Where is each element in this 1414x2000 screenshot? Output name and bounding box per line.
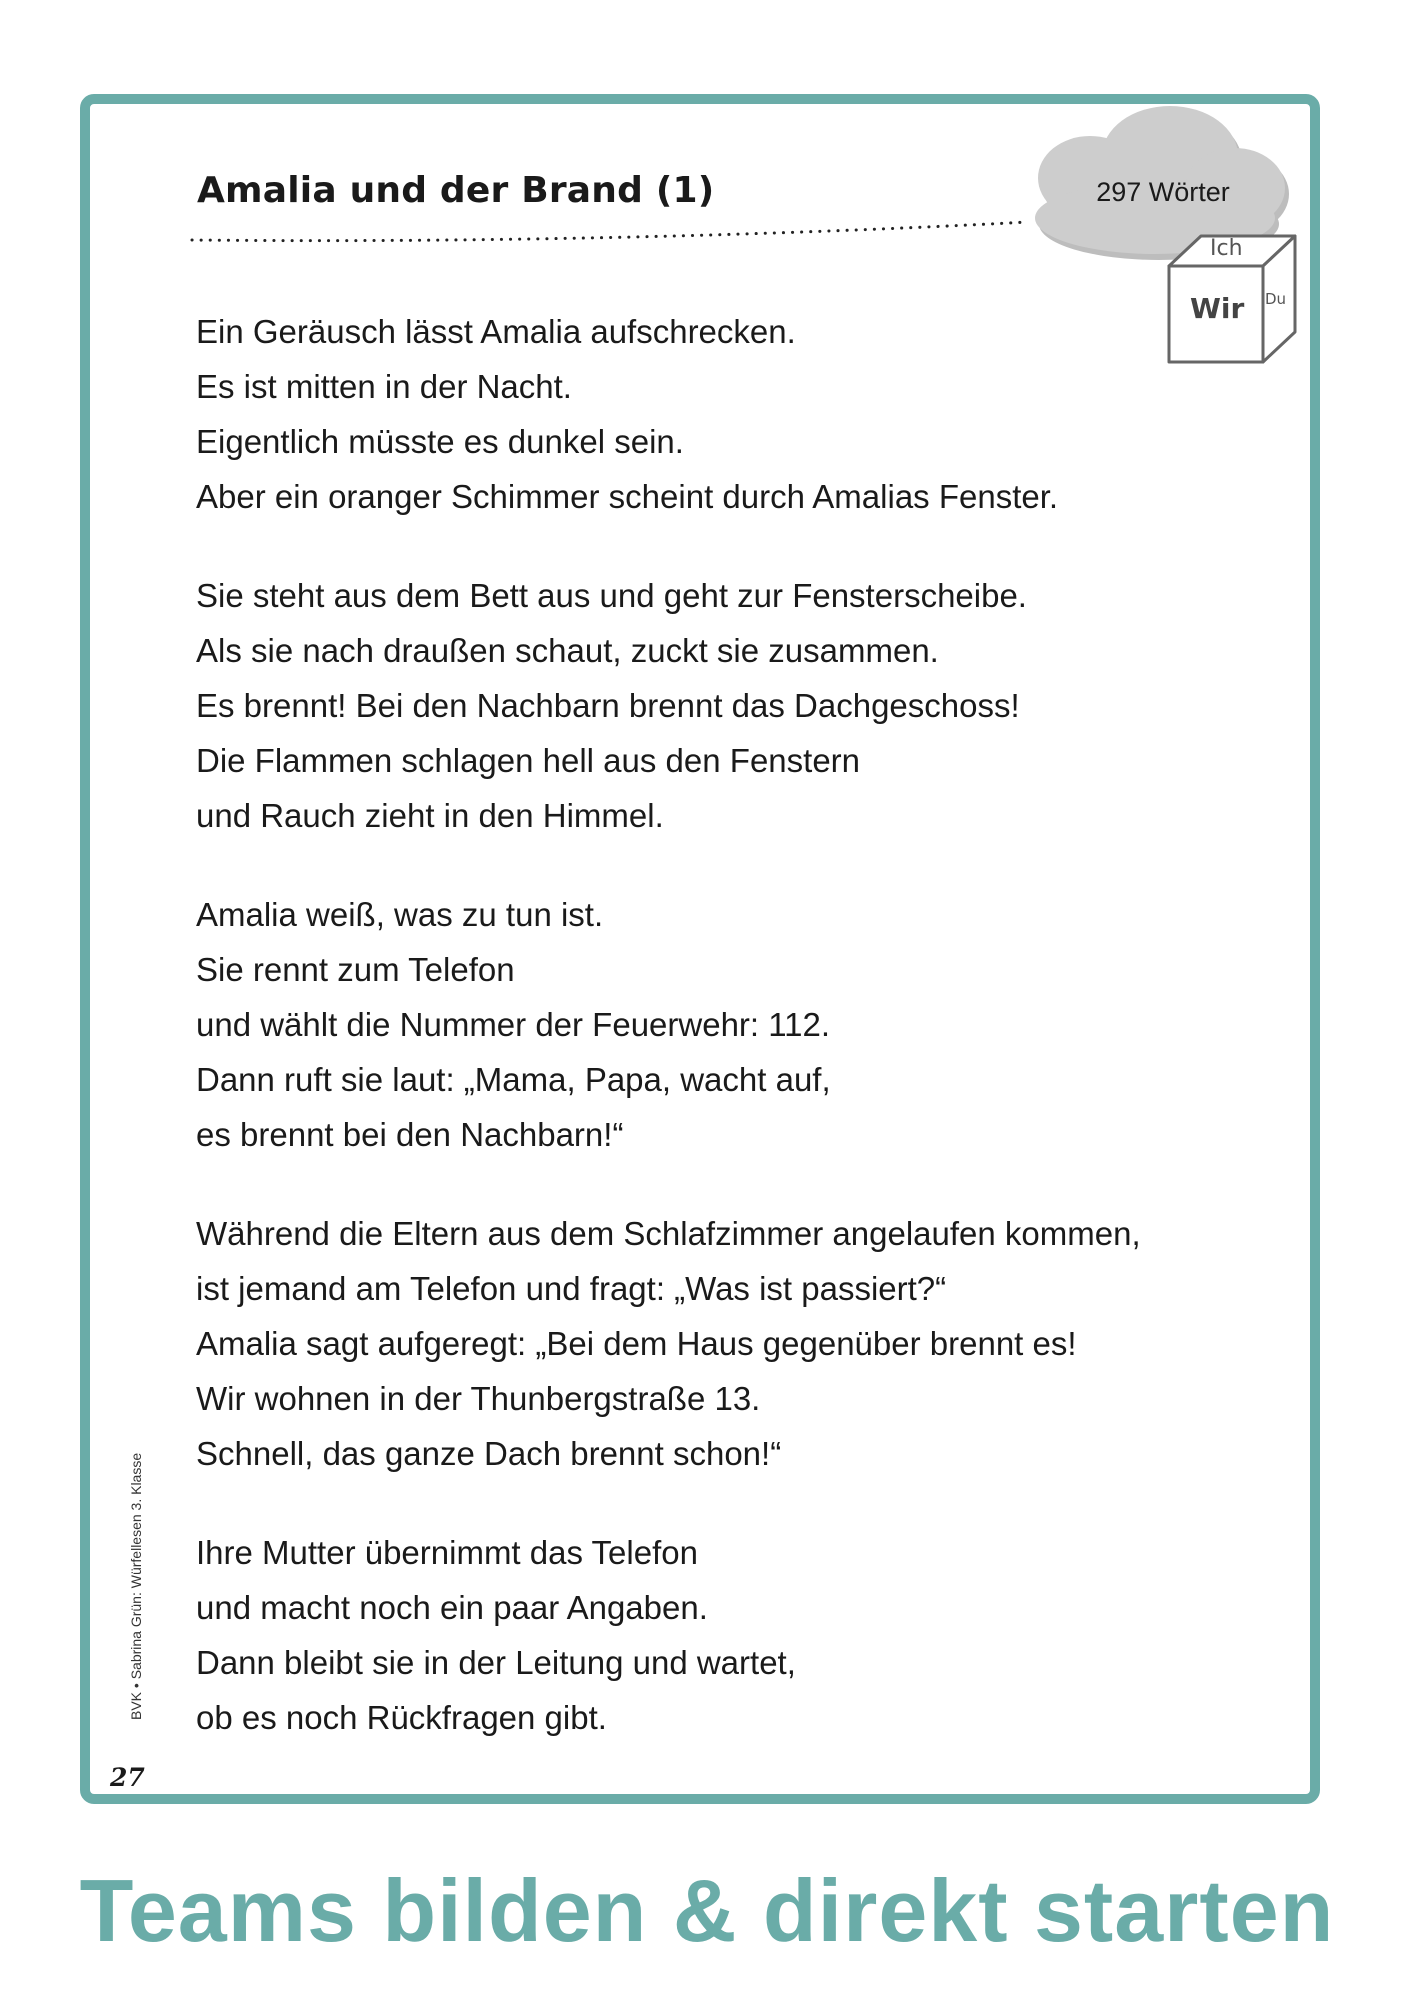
text-line: Sie steht aus dem Bett aus und geht zur Fensterscheibe.	[196, 577, 1027, 614]
text-line: Es ist mitten in der Nacht.	[196, 368, 572, 405]
text-line: Dann bleibt sie in der Leitung und wartet,	[196, 1644, 796, 1681]
text-line: Amalia sagt aufgeregt: „Bei dem Haus gegenüber brennt es!	[196, 1325, 1077, 1362]
text-line: Wir wohnen in der Thunbergstraße 13.	[196, 1380, 761, 1417]
text-line: Als sie nach draußen schaut, zuckt sie zusammen.	[196, 632, 939, 669]
text-line: Die Flammen schlagen hell aus den Fenstern	[196, 742, 861, 779]
text-line: ob es noch Rückfragen gibt.	[196, 1699, 607, 1736]
text-line: Während die Eltern aus dem Schlafzimmer angelaufen kommen,	[196, 1215, 1141, 1252]
text-line: ist jemand am Telefon und fragt: „Was ist passiert?“	[196, 1270, 947, 1307]
paragraph	[196, 1525, 1216, 1745]
story-text	[196, 304, 1216, 1789]
story-title: Amalia und der Brand (1)	[197, 170, 715, 211]
page-number: 27	[110, 1763, 145, 1792]
paragraph	[196, 304, 1216, 524]
text-line: es brennt bei den Nachbarn!“	[196, 1116, 624, 1153]
paragraph	[196, 1206, 1216, 1481]
text-line: Eigentlich müsste es dunkel sein.	[196, 423, 684, 460]
text-line: Ein Geräusch lässt Amalia aufschrecken.	[196, 313, 796, 350]
cube-top-label: Ich	[1210, 236, 1243, 261]
publisher-credit: BVK • Sabrina Grün: Würfellesen 3. Klasse	[128, 1452, 144, 1720]
text-line: Amalia weiß, was zu tun ist.	[196, 896, 604, 933]
text-line: Schnell, das ganze Dach brennt schon!“	[196, 1435, 782, 1472]
text-line: Aber ein oranger Schimmer scheint durch Amalias Fenster.	[196, 478, 1059, 515]
word-count-label: 297 Wörter	[1096, 177, 1230, 207]
text-line: und macht noch ein paar Angaben.	[196, 1589, 708, 1626]
text-line: Dann ruft sie laut: „Mama, Papa, wacht auf,	[196, 1061, 831, 1098]
text-line: Ihre Mutter übernimmt das Telefon	[196, 1534, 698, 1571]
dotted-divider	[190, 218, 1040, 248]
text-line: und wählt die Nummer der Feuerwehr: 112.	[196, 1006, 831, 1043]
promo-banner: Teams bilden & direkt starten	[79, 1861, 1335, 1960]
text-line: Es brennt! Bei den Nachbarn brennt das Dachgeschoss!	[196, 687, 1020, 724]
cube-side-label: Du	[1265, 290, 1287, 308]
paragraph	[196, 887, 1216, 1162]
paragraph	[196, 568, 1216, 843]
cube-front-label: Wir	[1190, 292, 1245, 325]
text-line: und Rauch zieht in den Himmel.	[196, 797, 664, 834]
text-line: Sie rennt zum Telefon	[196, 951, 515, 988]
